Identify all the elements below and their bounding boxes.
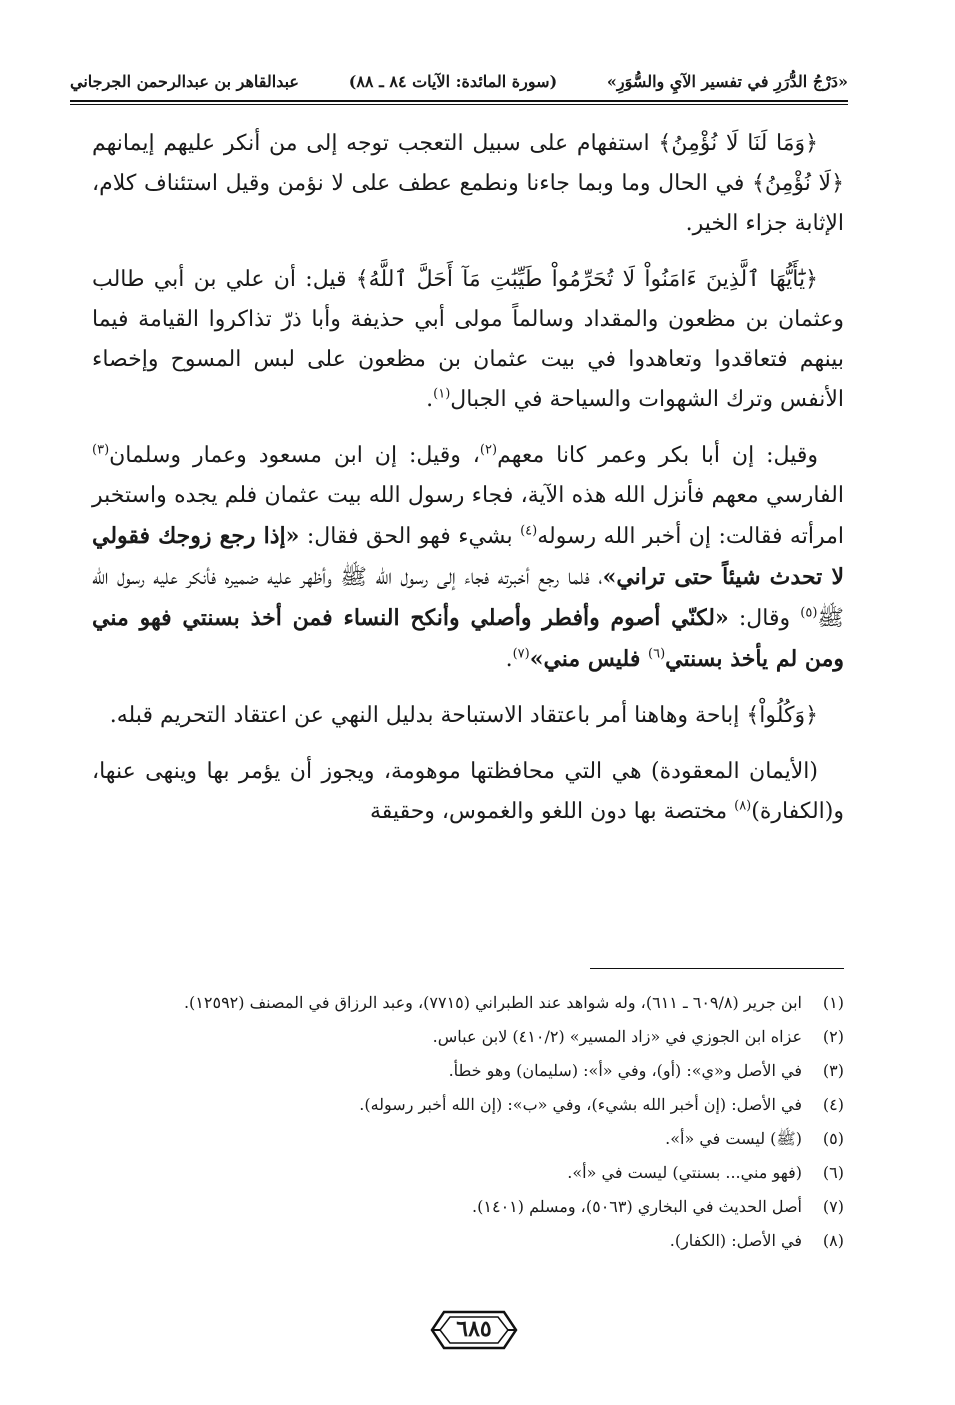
footnote-ref: (٥) xyxy=(800,605,818,621)
footnote-number: (٣) xyxy=(822,1061,844,1080)
footnote xyxy=(92,1156,844,1190)
paragraph-1 xyxy=(92,124,844,244)
text: وقيل: إن أبا بكر وعمر كانا معهم xyxy=(497,443,818,468)
footnote-ref: (٧) xyxy=(512,646,530,662)
text: ، وقيل: إن ابن مسعود وعمار وسلمان xyxy=(109,443,480,468)
footnote-ref: (٣) xyxy=(92,442,110,458)
footnote-ref: (١) xyxy=(433,386,451,402)
footnote-ref: (٤) xyxy=(520,523,538,539)
text: استفهام على سبيل التعجب توجه إلى من أنكر عليهم إيمانهم xyxy=(92,131,659,156)
text: مختصة بها دون اللغو والغموس، وحقيقة xyxy=(370,799,735,824)
text: في الحال وما وبما جاءنا ونطمع عطف على لا نؤمن وقيل استئناف كلام، الإثابة جزاء الخير. xyxy=(92,171,844,236)
footnote-number: (٦) xyxy=(822,1163,844,1182)
text: الفارسي معهم فأنزل الله هذه الآية، فجاء رسول الله بيت عثمان فلم يجده واستخبر امرأته فقالت: إن أخبر الله رسوله xyxy=(92,483,845,549)
footnote-text: عزاه ابن الجوزي في «زاد المسير» (٤١٠/٢) لابن عباس. xyxy=(432,1027,802,1046)
footnotes xyxy=(92,986,844,1258)
footnote-text: ابن جرير (٦٠٩/٨ ـ ٦١١)، وله شواهد عند الطبراني (٧٧١٥)، وعبد الرزاق في المصنف (١٢٥٩٢). xyxy=(183,993,802,1012)
author-name: عبدالقاهر بن عبدالرحمن الجرجاني xyxy=(70,71,299,91)
book-title: «دَرْجُ الدُّرَرِ في تفسير الآيِ والسُّوَرِ» xyxy=(606,71,848,91)
footnote xyxy=(92,1088,844,1122)
quran-quote: ﴿وَمَا لَنَا لَا نُؤْمِنُ﴾ xyxy=(658,131,818,156)
footnote-text: (ﷺ) ليست في «أ». xyxy=(665,1129,802,1148)
text: بشيء فهو الحق فقال: xyxy=(299,524,521,549)
footnote-ref: (٦) xyxy=(648,646,666,662)
paragraph-5 xyxy=(92,752,844,832)
paragraph-4 xyxy=(92,696,844,736)
header-rule xyxy=(70,100,848,102)
footnote-ref: (٨) xyxy=(734,798,752,814)
header-rule-thin xyxy=(70,104,848,105)
text: (الأيمان المعقودة) هي التي محافظتها موهومة، ويجوز أن يؤمر بها وينهى عنها، و(الكفارة) xyxy=(92,759,844,824)
footnote-text: في الأصل: (إن أخبر الله بشيء)، وفي «ب»: (إن الله أخبر رسوله). xyxy=(359,1095,802,1114)
text: ، فلما رجع أخبرته فجاء إلى رسول الله ﷺ وأظهر عليه ضميره فأنكر عليه رسول الله ﷺ xyxy=(92,565,844,631)
footnote xyxy=(92,1020,844,1054)
running-header xyxy=(70,66,848,96)
quran-quote: ﴿لَا نُؤْمِنُ﴾ xyxy=(751,171,844,196)
quran-quote: ﴿يَٰٓأَيُّهَا ٱلَّذِينَ ءَامَنُواْ لَا تُحَرِّمُواْ طَيِّبَٰتِ مَآ أَحَلَّ ٱللَّهُ﴾ xyxy=(355,267,818,292)
footnote xyxy=(92,1122,844,1156)
main-text xyxy=(92,124,844,848)
text: قيل: أن علي بن أبي طالب وعثمان بن مظعون والمقداد وسالماً مولى أبي حذيفة وأبا ذرّ تذاكروا القيامة فيما بينهم فتعاقدوا وتعاهدوا في بيت عثمان بن مظعون على لبس المسوح وإخصاء الأنفس وترك الشهوات والسياحة في الجبال xyxy=(92,267,844,412)
footnote-ref: (٢) xyxy=(479,442,498,458)
paragraph-2 xyxy=(92,260,844,420)
footnote-text: في الأصل: (الكفار). xyxy=(669,1231,802,1250)
footnote-number: (٥) xyxy=(822,1129,844,1148)
footnote-text: (فهو مني... بسنتي) ليست في «أ». xyxy=(567,1163,802,1182)
page-number: ٦٨٥ xyxy=(456,1316,492,1342)
text: إباحة وهاهنا أمر باعتقاد الاستباحة بدليل النهي عن اعتقاد التحريم قبله. xyxy=(109,703,747,728)
footnote-number: (٨) xyxy=(822,1231,844,1250)
footnote-text: أصل الحديث في البخاري (٥٠٦٣)، ومسلم (١٤٠١). xyxy=(472,1197,802,1216)
footnote-separator xyxy=(590,968,844,969)
footnote xyxy=(92,986,844,1020)
hadith-quote: فليس مني» xyxy=(529,646,649,672)
section-reference: (سورة المائدة: الآيات ٨٤ ـ ٨٨) xyxy=(348,71,558,91)
text: وقال: xyxy=(728,606,801,631)
footnote xyxy=(92,1190,844,1224)
paragraph-3 xyxy=(92,436,844,680)
footnote-number: (٢) xyxy=(822,1027,844,1046)
footnote-number: (٤) xyxy=(822,1095,844,1114)
footnote-number: (١) xyxy=(822,993,844,1012)
hadith-quote: «إذا رجع زوجك فقولي لا تحدث شيئاً حتى تراني» xyxy=(92,523,845,590)
footnote-text: في الأصل و«ي»: (أو)، وفي «أ»: (سليمان) وهو خطأ. xyxy=(448,1061,802,1080)
text: . xyxy=(505,647,513,672)
footnote-number: (٧) xyxy=(822,1197,844,1216)
page-number-ornament xyxy=(430,1308,518,1352)
footnote xyxy=(92,1054,844,1088)
text: . xyxy=(426,387,434,412)
footnote xyxy=(92,1224,844,1258)
hadith-quote: «لكنّي أصوم وأفطر وأصلي وأنكح النساء فمن أخذ بسنتي فهو مني ومن لم يأخذ بسنتي xyxy=(92,605,844,672)
quran-quote: ﴿وَكُلُواْ﴾ xyxy=(746,703,818,728)
